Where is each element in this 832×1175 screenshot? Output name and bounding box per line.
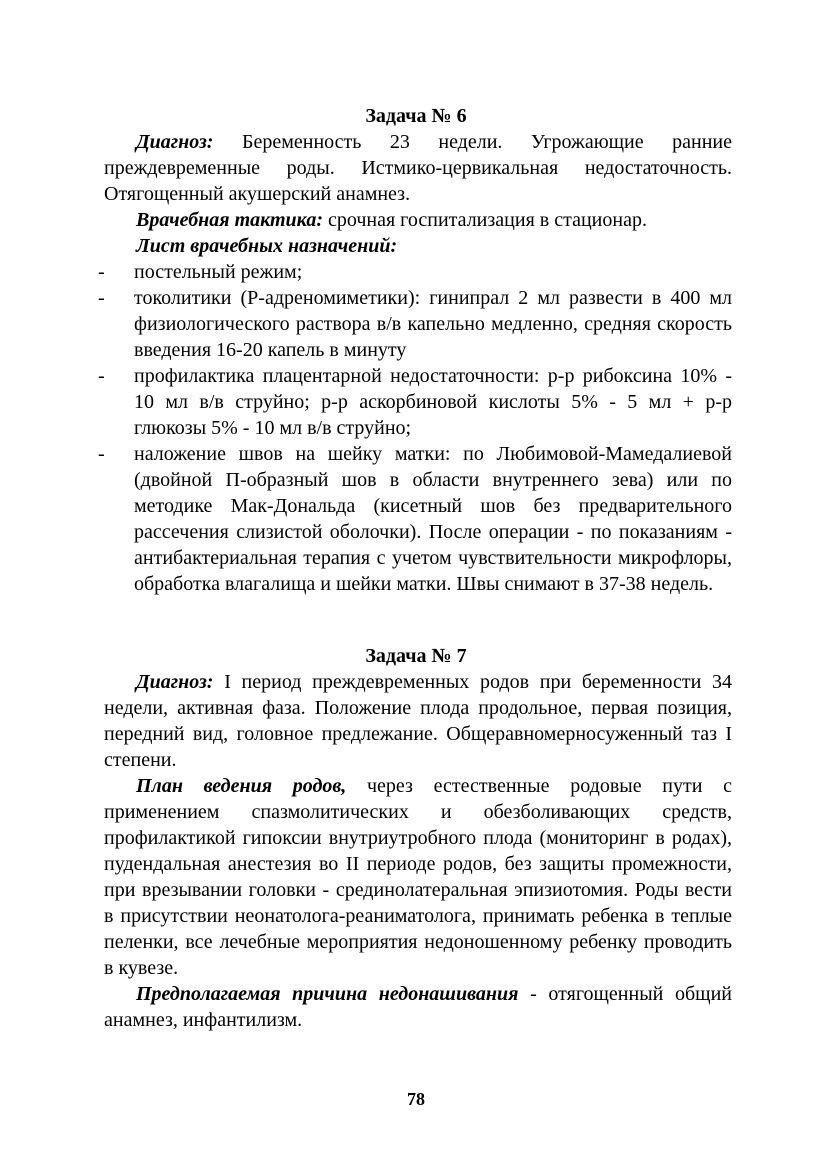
task-6-body [98,129,732,597]
task-7-diagnosis-text: I период преждевременных родов при беременности 34 недели, активная фаза. Положение плода продольное, первая позиция, передний вид, головное предлежание. Общеравномерносуженный таз I степени. [104,671,732,771]
task-6-tactics-label: Врачебная тактика: [136,209,323,231]
task-7-plan [104,773,732,981]
task-6-tactics [104,207,732,233]
task-7-cause-text: - отягощенный общий анамнез, инфантилизм. [104,983,732,1031]
task-6-diagnosis [104,129,732,207]
task-6-title: Задача № 6 [365,105,467,127]
task-6-diagnosis-text: Беременность 23 недели. Угрожающие ранние преждевременные роды. Истмико-цервикальная недостаточность. Отягощенный акушерский анамнез. [104,131,732,205]
list-item: - постельный режим; [98,261,303,283]
task-7-diagnosis-label: Диагноз: [136,671,214,693]
task-6-prescriptions-label: Лист врачебных назначений: [136,235,398,257]
list-item: - профилактика плацентарной недостаточности: р-р рибоксина 10% - 10 мл в/в струйно; р-р аскорбиновой кислоты 5% - 5 мл + р-р глюкозы 5% - 10 мл в/в струйно; [98,365,732,439]
task-7-cause [104,981,732,1033]
task-7-title: Задача № 7 [365,645,467,667]
task-7-plan-text: через естественные родовые пути с применением спазмолитических и обезболивающих средств, профилактикой гипоксии внутриутробного плода (мониторинг в родах), пудендальная анестезия во II периоде родов, без защиты промежности, при врезывании головки - срединолатеральная эпизиотомия. Роды вести в присутствии неонатолога-реаниматолога, принимать ребенка в теплые пеленки, все лечебные мероприятия недоношенному ребенку проводить в кувезе. [104,775,732,979]
task-6-prescriptions-heading [104,233,732,259]
task-7-cause-label: Предполагаемая причина недонашивания [136,983,519,1005]
task-6-prescription-list [98,259,732,597]
task-6-diagnosis-label: Диагноз: [136,131,214,153]
task-7-diagnosis [104,669,732,773]
list-item: - токолитики (Р-адреномиметики): гинипрал 2 мл развести в 400 мл физиологического раствора в/в капельно медленно, средняя скорость введения 16-20 капель в минуту [98,287,732,361]
page-number: 78 [407,1089,425,1109]
task-6-tactics-text: срочная госпитализация в стационар. [322,209,647,231]
task-7-plan-label: План ведения родов, [136,775,347,797]
list-item: - наложение швов на шейку матки: по Любимовой-Мамедалиевой (двойной П-образный шов в области внутреннего зева) или по методике Мак-Дональда (кисетный шов без предварительного рассечения слизистой оболочки). После операции - по показаниям - антибактериальная терапия с учетом чувствительности микрофлоры, обработка влагалища и шейки матки. Швы снимают в 37-38 недель. [98,443,732,595]
task-7-body [104,669,732,1033]
